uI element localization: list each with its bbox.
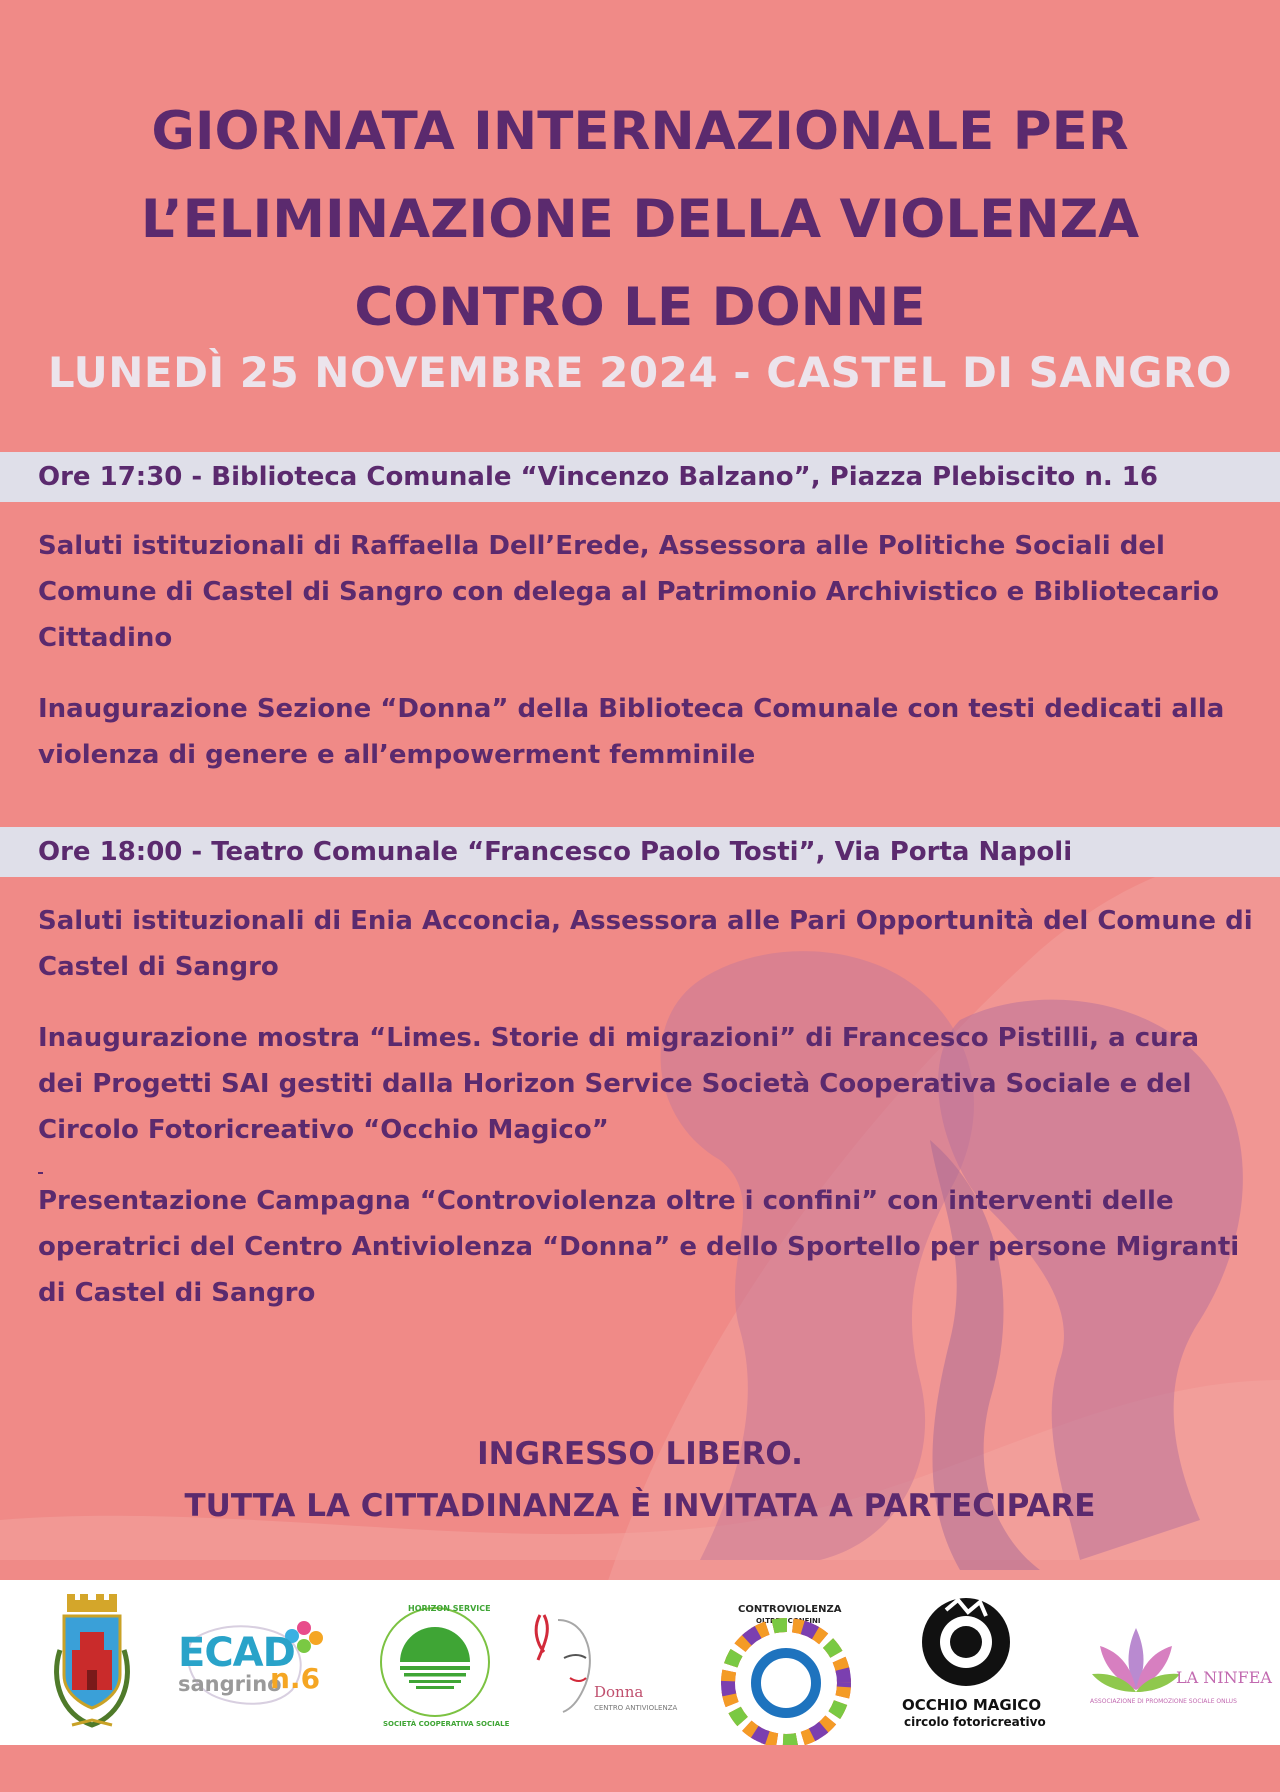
bottom-band [0, 1745, 1280, 1792]
horizon-service-logo [378, 1580, 510, 1745]
ecad-number: n.6 [270, 1662, 321, 1695]
coat-of-arms-icon [42, 1580, 142, 1745]
event-title [0, 88, 1280, 352]
stray-dash [38, 1172, 43, 1174]
partner-logos-strip [0, 1580, 1280, 1745]
ecad-subname: sangrino [178, 1672, 282, 1696]
free-entry-text: INGRESSO LIBERO. [477, 1436, 803, 1472]
la-ninfea-subname: ASSOCIAZIONE DI PROMOZIONE SOCIALE ONLUS [1090, 1698, 1237, 1705]
closing-message [0, 1428, 1280, 1532]
occhio-magico-name: OCCHIO MAGICO [902, 1696, 1042, 1714]
donna-face-ribbon-icon [528, 1580, 698, 1745]
donna-name: Donna [594, 1683, 644, 1701]
controviolenza-subtitle: OLTRE I CONFINI [756, 1617, 821, 1625]
ecad-sangrino-logo [172, 1580, 332, 1745]
session1-item-1: Saluti istituzionali di Raffaella Dell’Erede, Assessora alle Politiche Sociali del Comune di Castel di Sangro con delega al Patrimonio Archivistico e Bibliotecario Cittadino [38, 531, 1219, 653]
la-ninfea-logo [1086, 1580, 1272, 1745]
event-title-line1: GIORNATA INTERNAZIONALE PER [151, 101, 1129, 162]
occhio-magico-logo [888, 1580, 1046, 1745]
session2-item-2: Inaugurazione mostra “Limes. Storie di migrazioni” di Francesco Pistilli, a cura dei Progetti SAI gestiti dalla Horizon Service Società Cooperativa Sociale e del Circolo Fotoricreativo “Occhio Magico” [38, 1023, 1199, 1145]
controviolenza-ring-icon [716, 1580, 856, 1745]
horizon-top-text: HORIZON SERVICE [408, 1604, 491, 1613]
event-date-location: LUNEDÌ 25 NOVEMBRE 2024 - CASTEL DI SANGRO [47, 348, 1233, 397]
event-title-line2: L’ELIMINAZIONE DELLA VIOLENZA [140, 189, 1140, 250]
castel-di-sangro-coat-of-arms-logo [42, 1580, 142, 1745]
controviolenza-title: CONTROVIOLENZA [738, 1604, 842, 1615]
donna-centro-antiviolenza-logo [528, 1580, 698, 1745]
ecad-name: ECAD [178, 1630, 295, 1676]
horizon-bottom-text: SOCIETÀ COOPERATIVA SOCIALE [383, 1720, 510, 1728]
occhio-magico-subname: circolo fotoricreativo [904, 1715, 1046, 1729]
la-ninfea-name: LA NINFEA [1176, 1668, 1272, 1687]
session1-header: Ore 17:30 - Biblioteca Comunale “Vincenzo Balzano”, Piazza Plebiscito n. 16 [0, 452, 1280, 502]
session2-item-1: Saluti istituzionali di Enia Acconcia, Assessora alle Pari Opportunità del Comune di Castel di Sangro [38, 906, 1253, 982]
event-title-line3: CONTRO LE DONNE [354, 277, 926, 338]
session2-header: Ore 18:00 - Teatro Comunale “Francesco Paolo Tosti”, Via Porta Napoli [0, 827, 1280, 877]
invitation-text: TUTTA LA CITTADINANZA È INVITATA A PARTECIPARE [184, 1488, 1096, 1524]
session1-item-2: Inaugurazione Sezione “Donna” della Biblioteca Comunale con testi dedicati alla violenza di genere e all’empowerment femminile [38, 694, 1225, 770]
controviolenza-oltre-i-confini-logo [716, 1580, 856, 1745]
session2-item-3: Presentazione Campagna “Controviolenza oltre i confini” con interventi delle operatrici del Centro Antiviolenza “Donna” e dello Sportello per persone Migranti di Castel di Sangro [38, 1186, 1240, 1308]
lotus-flower-icon [1086, 1580, 1256, 1745]
donna-subname: CENTRO ANTIVIOLENZA [594, 1704, 678, 1712]
